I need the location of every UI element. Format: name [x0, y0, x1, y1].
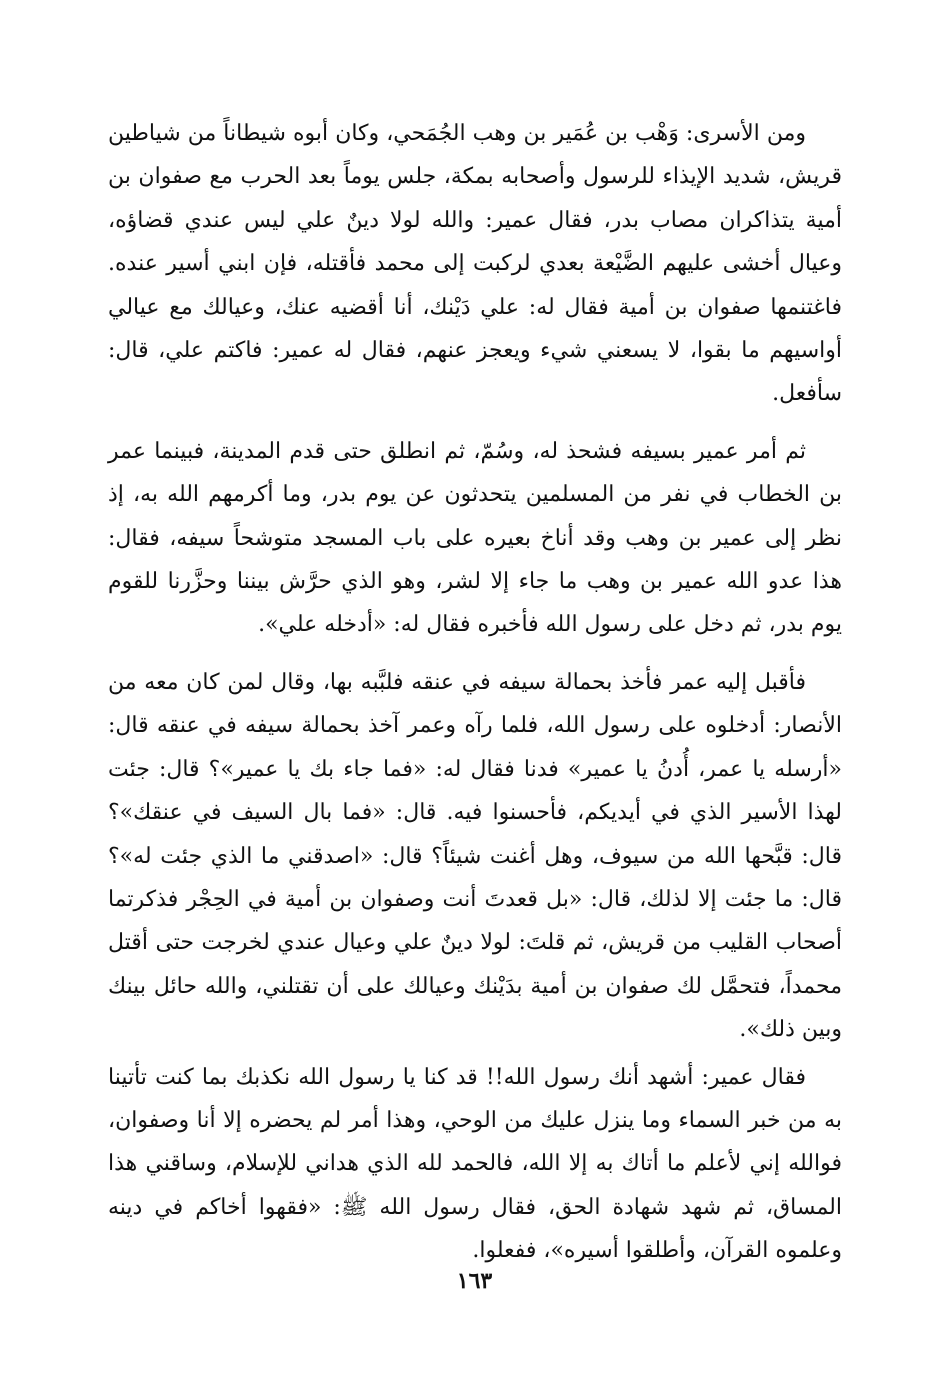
body-text — [108, 112, 842, 1273]
paragraph-umayr-embraces-islam: فقال عمير: أشهد أنك رسول الله!! قد كنا يا رسول الله نكذبك بما كنت تأتينا به من خبر السماء وما ينزل عليك من الوحي، وهذا أمر لم يحضره إلا أنا وصفوان، فوالله إني لأعلم ما أتاك به إلا الله، فالحمد لله الذي هداني للإسلام، وساقني هذا المساق، ثم شهد شهادة الحق، فقال رسول الله ﷺ: «فقهوا أخاكم في دينه وعلموه القرآن، وأطلقوا أسيره»، ففعلوا. — [108, 1064, 842, 1264]
paragraph-umayr-arrives-madinah: ثم أمر عمير بسيفه فشحذ له، وسُمّ، ثم انطلق حتى قدم المدينة، فبينما عمر بن الخطاب في نفر من المسلمين يتحدثون عن يوم بدر، وما أكرمهم الله به، إذ نظر إلى عمير بن وهب وقد أناخ بعيره على باب المسجد متوشحاً سيفه، فقال: هذا عدو الله عمير بن وهب ما جاء إلا لشر، وهو الذي حرَّش بيننا وحزَّرنا للقوم يوم بدر، ثم دخل على رسول الله فأخبره فقال له: «أدخله علي». — [108, 438, 842, 638]
page-number: ١٦٣ — [456, 1268, 493, 1294]
paragraph-umayr-before-prophet: فأقبل إليه عمر فأخذ بحمالة سيفه في عنقه فلبَّبه بها، وقال لمن كان معه من الأنصار: أدخلوه على رسول الله، فلما رآه وعمر آخذ بحمالة سيفه في عنقه قال: «أرسله يا عمر، أُدنُ يا عمير» فدنا فقال له: «فما جاء بك يا عمير»؟ قال: جئت لهذا الأسير الذي في أيديكم، فأحسنوا فيه. قال: «فما بال السيف في عنقك»؟ قال: قبَّحها الله من سيوف، وهل أغنت شيئاً؟ قال: «اصدقني ما الذي جئت له»؟ قال: ما جئت إلا لذلك، قال: «بل قعدتَ أنت وصفوان بن أمية في الحِجْر فذكرتما أصحاب القليب من قريش، ثم قلتَ: لولا دينٌ علي وعيال عندي لخرجت حتى أقتل محمداً، فتحمَّل لك صفوان بن أمية بدَيْنك وعيالك على أن تقتلني، والله حائل بينك وبين ذلك». — [108, 669, 842, 1043]
paragraph-wahb-captive: ومن الأسرى: وَهْب بن عُمَير بن وهب الجُمَحي، وكان أبوه شيطاناً من شياطين قريش، شديد الإيذاء للرسول وأصحابه بمكة، جلس يوماً بعد الحرب مع صفوان بن أمية يتذاكران مصاب بدر، فقال عمير: والله لولا دينٌ علي ليس عندي قضاؤه، وعيال أخشى عليهم الضَّيْعة بعدي لركبت إلى محمد فأقتله، فإن ابني أسير عنده. فاغتنمها صفوان بن أمية فقال له: علي دَيْنك، أنا أقضيه عنك، وعيالك مع عيالي أواسيهم ما بقوا، لا يسعني شيء ويعجز عنهم، فقال له عمير: فاكتم علي، قال: سأفعل. — [108, 121, 842, 407]
